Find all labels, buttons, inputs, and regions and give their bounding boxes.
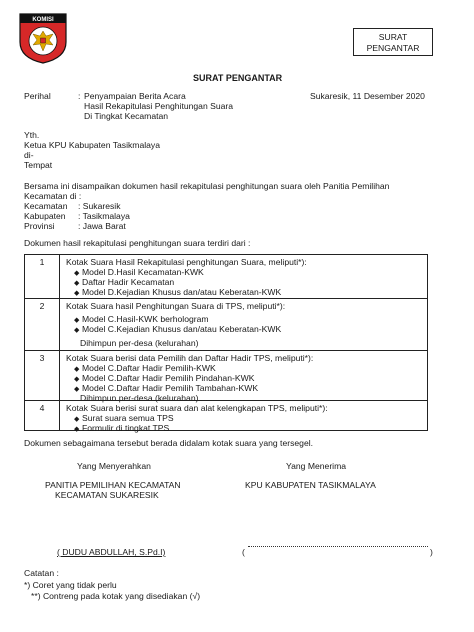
diamond-bullet-icon: ◆ (74, 280, 80, 287)
row-entry: Model D.Hasil Kecamatan-KWK (82, 267, 204, 277)
row-note: Dihimpun per-desa (kelurahan) (80, 338, 199, 348)
intro-line-1: Bersama ini disampaikan dokumen hasil rekapitulasi penghitungan suara oleh Panitia Pemilihan (24, 181, 390, 191)
closing-statement: Dokumen sebagaimana tersebut berada didalam kotak suara yang tersegel. (24, 438, 314, 448)
location-value-kabupaten: : Tasikmalaya (78, 211, 130, 221)
location-value-provinsi: : Jawa Barat (78, 221, 126, 231)
diamond-bullet-icon: ◆ (74, 327, 80, 334)
diamond-bullet-icon: ◆ (74, 290, 80, 297)
location-label-kecamatan: Kecamatan (24, 201, 68, 211)
row-entry: Model C.Daftar Hadir Pemilih-KWK (82, 363, 216, 373)
perihal-colon: : (78, 91, 81, 101)
letter-title: SURAT PENGANTAR (193, 73, 283, 83)
location-label-provinsi: Provinsi (24, 221, 55, 231)
signer-right-role: Yang Menerima (286, 461, 347, 471)
perihal-line-3: Di Tingkat Kecamatan (84, 111, 169, 121)
garuda-shield-icon (41, 38, 46, 43)
table-row (25, 255, 427, 298)
row-entry: Model C.Daftar Hadir Pemilih Tambahan-KWK (82, 383, 259, 393)
notes-heading: Catatan : (24, 568, 59, 578)
recipient-line-2: di- (24, 150, 34, 160)
table-row (25, 350, 427, 403)
table-row (25, 298, 427, 350)
row-entry: Model D.Kejadian Khusus dan/atau Keberatan-KWK (82, 287, 282, 297)
row-number: 4 (25, 401, 60, 431)
documents-intro: Dokumen hasil rekapitulasi penghitungan suara terdiri dari : (24, 238, 251, 248)
intro-line-2: Kecamatan di : (24, 191, 82, 201)
letter-date: Sukaresik, 11 Desember 2020 (310, 91, 425, 101)
recipient-line-1: Ketua KPU Kabupaten Tasikmalaya (24, 140, 160, 150)
perihal-line-2: Hasil Rekapitulasi Penghitungan Suara (84, 101, 234, 111)
note-1: *) Coret yang tidak perlu (24, 580, 117, 590)
row-number: 3 (25, 351, 60, 400)
diamond-bullet-icon: ◆ (74, 426, 80, 433)
signer-right-open-paren: ( (242, 547, 245, 557)
row-entry: Model C.Daftar Hadir Pemilih Pindahan-KWK (82, 373, 255, 383)
row-entry: Model C.Kejadian Khusus dan/atau Keberatan-KWK (82, 324, 282, 334)
location-value-kecamatan: : Sukaresik (78, 201, 121, 211)
signer-left-name: ( DUDU ABDULLAH, S.Pd.I) (57, 547, 166, 557)
diamond-bullet-icon: ◆ (74, 270, 80, 277)
row-note: Dihimpun per-desa (kelurahan) (80, 393, 199, 403)
signer-left-role: Yang Menyerahkan (77, 461, 151, 471)
perihal-label: Perihal (24, 91, 51, 101)
row-entry: Model C.Hasil-KWK berhologram (82, 314, 209, 324)
document-type-line2: PENGANTAR (366, 43, 420, 53)
diamond-bullet-icon: ◆ (74, 366, 80, 373)
recipient-yth: Yth. (24, 130, 40, 140)
signer-right-name-line (248, 546, 428, 547)
row-title: Kotak Suara berisi data Pemilih dan Daftar Hadir TPS, meliputi*): (66, 353, 314, 363)
diamond-bullet-icon: ◆ (74, 386, 80, 393)
row-entry: Surat suara semua TPS (82, 413, 174, 423)
perihal-line-1: Penyampaian Berita Acara (84, 91, 186, 101)
location-label-kabupaten: Kabupaten (24, 211, 66, 221)
signer-right-close-paren: ) (430, 547, 433, 557)
diamond-bullet-icon: ◆ (74, 376, 80, 383)
document-type-box (353, 28, 433, 56)
diamond-bullet-icon: ◆ (74, 416, 80, 423)
recipient-line-3: Tempat (24, 160, 53, 170)
row-entry: Daftar Hadir Kecamatan (82, 277, 175, 287)
row-number: 2 (25, 299, 60, 350)
documents-table (24, 254, 428, 431)
row-number: 1 (25, 255, 60, 298)
document-type-line1: SURAT (378, 32, 408, 42)
signer-left-org-2: KECAMATAN SUKARESIK (55, 490, 159, 500)
row-title: Kotak Suara berisi surat suara dan alat kelengkapan TPS, meliputi*): (66, 403, 328, 413)
row-entry: Formulir di tingkat TPS (82, 423, 170, 433)
logo-top-text: KOMISI (32, 17, 54, 23)
kpu-logo (18, 12, 68, 64)
row-title: Kotak Suara Hasil Rekapitulasi penghitungan Suara, meliputi*): (66, 257, 307, 267)
signer-right-org: KPU KABUPATEN TASIKMALAYA (245, 480, 376, 490)
row-title: Kotak Suara hasil Penghitungan Suara di TPS, meliputi*): (66, 301, 286, 311)
table-row (25, 400, 427, 431)
diamond-bullet-icon: ◆ (74, 317, 80, 324)
signer-left-org-1: PANITIA PEMILIHAN KECAMATAN (45, 480, 181, 490)
note-2: **) Contreng pada kotak yang disediakan (√) (31, 591, 201, 601)
